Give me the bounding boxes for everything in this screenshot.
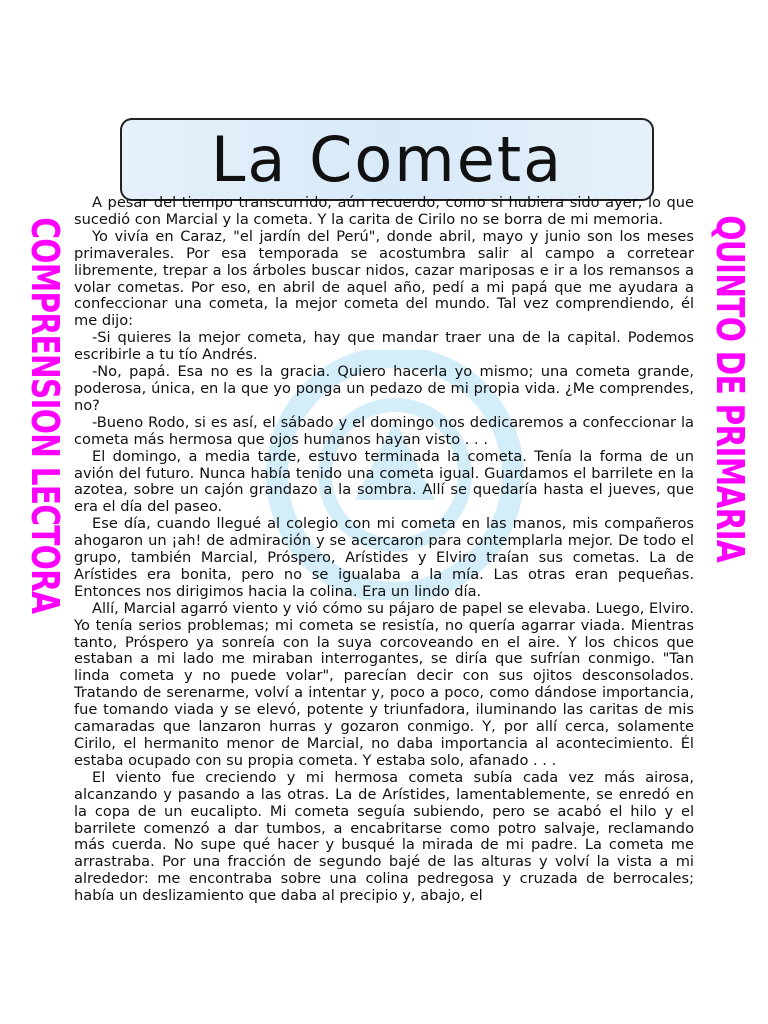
paragraph: El domingo, a media tarde, estuvo terminada la cometa. Tenía la forma de un avión del futuro. Nunca había tenido una cometa igual. Guardamos el barrilete en la azotea, sobre un cajón grandazo a la sombra. Allí se quedaría hasta el jueves, que era el día del paseo. xyxy=(74,447,694,516)
paragraph: -Si quieres la mejor cometa, hay que mandar traer una de la capital. Podemos escribirle a tu tío Andrés. xyxy=(74,329,694,364)
title-banner xyxy=(120,118,654,201)
page-title: La Cometa xyxy=(210,122,564,196)
paragraph: -Bueno Rodo, si es así, el sábado y el domingo nos dedicaremos a confeccionar la cometa más hermosa que ojos humanos hayan visto . . . xyxy=(74,413,694,448)
side-label-right: QUINTO DE PRIMARIA xyxy=(708,215,752,563)
paragraph: A pesar del tiempo transcurrido, aún recuerdo, como si hubiera sido ayer, lo que sucedió con Marcial y la cometa. Y la carita de Cirilo no se borra de mi memoria. xyxy=(74,194,694,228)
side-label-left: COMPRENSION LECTORA xyxy=(23,217,67,614)
story-text xyxy=(74,195,694,905)
paragraph: Yo vivía en Caraz, "el jardín del Perú", donde abril, mayo y junio son los meses primaverales. Por esa temporada se acostumbra salir al campo a corretear libremente, trepar a los árboles buscar nidos, cazar mariposas e ir a los remansos a volar cometas. Por eso, en abril de aquel año, pedí a mi papá que me ayudara a confeccionar una cometa, la mejor cometa del mundo. Tal vez comprendiendo, él me dijo: xyxy=(74,227,694,330)
paragraph: Ese día, cuando llegué al colegio con mi cometa en las manos, mis compañeros ahogaron un ¡ah! de admiración y se acercaron para contemplarla mejor. De todo el grupo, también Marcial, Próspero, Arístides y Elviro traían sus cometas. La de Arístides era bonita, pero no se igualaba a la mía. Las otras eran pequeñas. Entonces nos dirigimos hacia la colina. Era un lindo día. xyxy=(74,515,694,600)
paragraph: El viento fue creciendo y mi hermosa cometa subía cada vez más airosa, alcanzando y pasando a las otras. La de Arístides, lamentablemente, se enredó en la copa de un eucalipto. Mi cometa seguía subiendo, pero se acabó el hilo y el barrilete comenzó a dar tumbos, a encabritarse como potro salvaje, reclamando más cuerda. No supe qué hacer y busqué la mirada de mi padre. La cometa me arrastraba. Por una fracción de segundo bajé de las alturas y volví la vista a mi alrededor: me encontraba sobre una colina pedregosa y cruzada de berrocales; había un deslizamiento que daba al precipio y, abajo, el xyxy=(74,768,694,905)
paragraph: -No, papá. Esa no es la gracia. Quiero hacerla yo mismo; una cometa grande, poderosa, única, en la que yo ponga un pedazo de mi propia vida. ¿Me comprendes, no? xyxy=(74,363,694,414)
paragraph: Allí, Marcial agarró viento y vió cómo su pájaro de papel se elevaba. Luego, Elviro. Yo tenía serios problemas; mi cometa se resistía, no quería agarrar viada. Mientras tanto, Próspero ya sonreía con la suya corcoveando en el aire. Y los chicos que estaban a mi lado me miraban interrogantes, se diría que sufrían conmigo. "Tan linda cometa y no puede volar", parecían decir con sus ojitos desconsolados. Tratando de serenarme, volví a intentar y, poco a poco, como dándose importancia, fue tomando viada y se elevó, potente y triunfadora, iluminando las caritas de mis camaradas que lanzaron hurras y gozaron conmigo. Y, por allí cerca, solamente Cirilo, el hermanito menor de Marcial, no daba importancia al acontecimiento. Él estaba ocupado con su propia cometa. Y estaba solo, afanado . . . xyxy=(74,599,694,769)
